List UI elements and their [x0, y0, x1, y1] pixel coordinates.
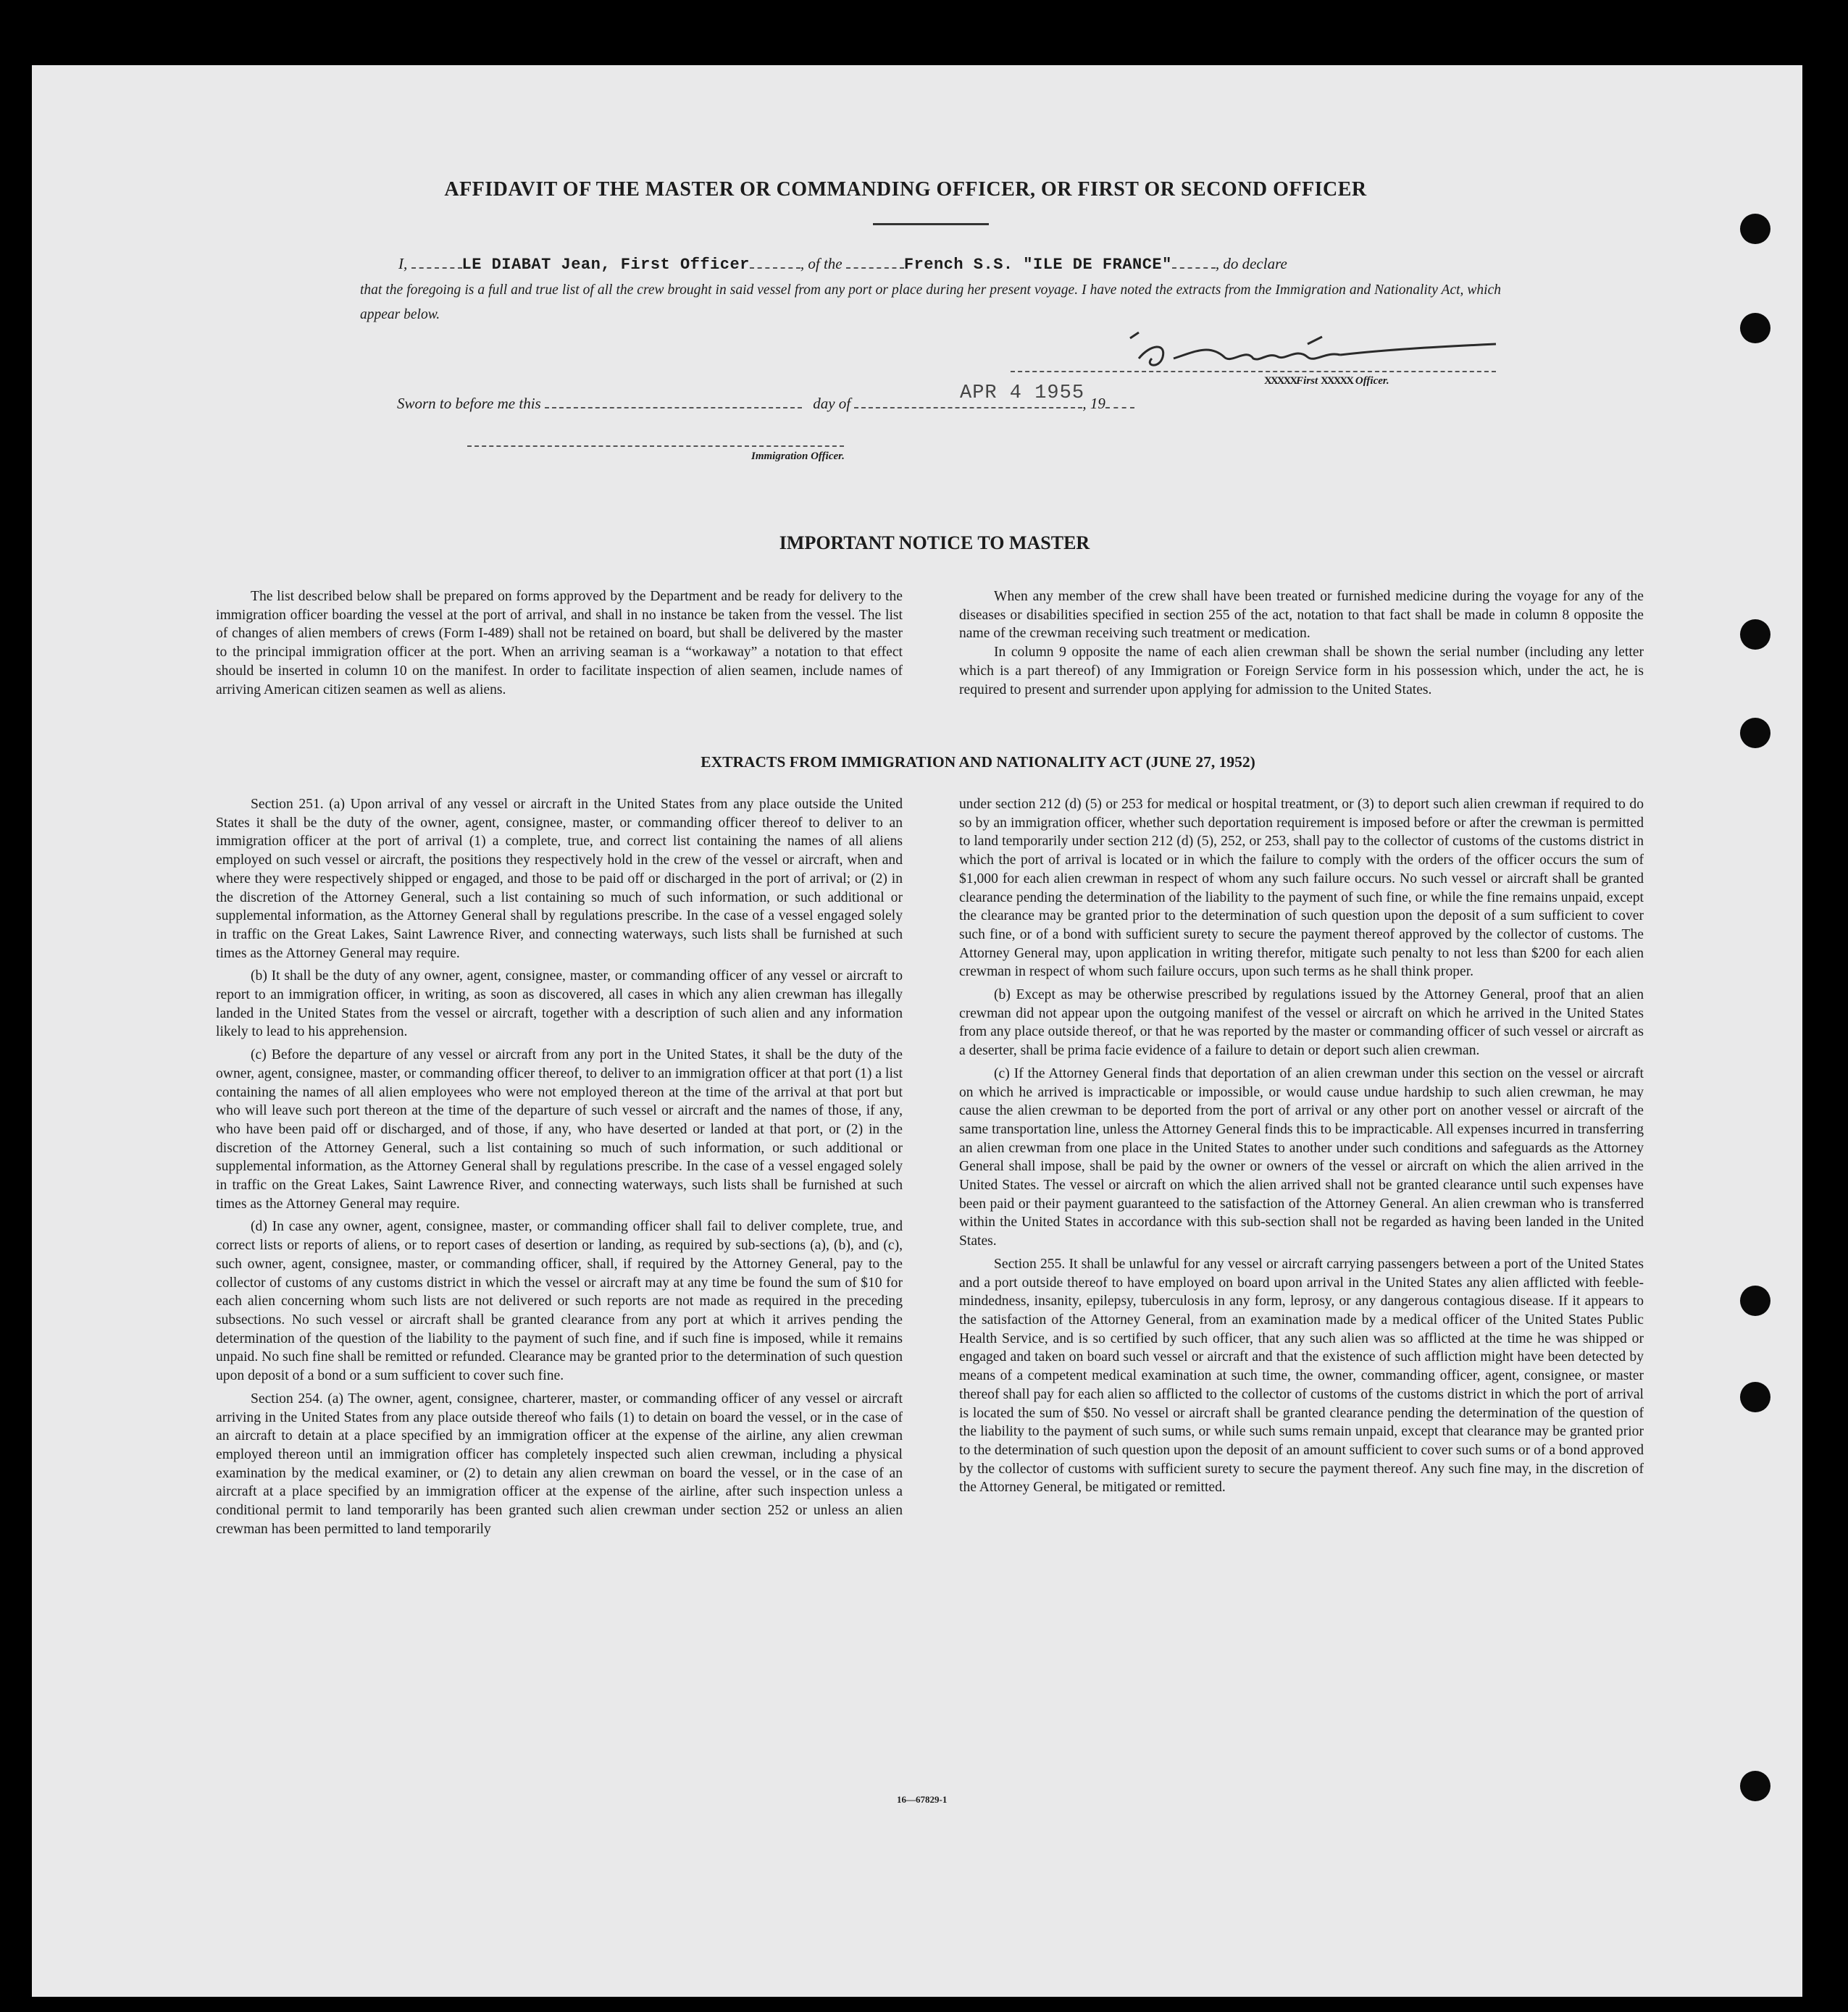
extract-paragraph: (d) In case any owner, agent, consignee, master, or commanding officer shall fail to deliver complete, true, and correct lists or reports of aliens, or to report cases of desertion or landing, as required by sub-sections (a), (b), and (c), such owner, agent, consignee, master, or commanding officer, shall, if required by the Attorney General, pay to the collector of customs of any customs district in which the vessel or aircraft may at any time be found the sum of $10 for each alien concerning whom such lists are not delivered or such reports are not made as required in the preceding subsections. No such vessel or aircraft shall be granted clearance from any port at which it arrives pending the determination of the question of the liability to the payment of such fine, and if such fine is imposed, while it remains unpaid. No such fine shall be remitted or refunded. Clearance may be granted prior to the determination of such question upon deposit of a bond or a sum sufficient to cover such fine. — [216, 1219, 903, 1384]
punch-hole — [1740, 214, 1770, 244]
punch-hole — [1740, 619, 1770, 650]
extracts-title: EXTRACTS FROM IMMIGRATION AND NATIONALITY ACT (JUNE 27, 1952) — [701, 753, 1255, 771]
of-the-label: , of the — [800, 255, 843, 272]
do-declare-label: , do declare — [1215, 255, 1287, 272]
extract-paragraph: Section 255. It shall be unlawful for any vessel or aircraft carrying passengers between a port of the United States and a port outside thereof to have employed on board upon arrival in the United States any alien afflicted with feeble-mindedness, insanity, epilepsy, tuberculosis in any form, leprosy, or any dangerous contagious disease. If it appears to the satisfaction of the Attorney General, from an examination made by a medical officer of the United States Public Health Service, and is so certified by such officer, that any such alien was so afflicted at the time he was shipped or engaged and taken on board such vessel or aircraft and that the existence of such affliction might have been detected by means of a competent medical examination at such time, the owner, commanding officer, agent, consignee, or master thereof shall pay for each alien so afflicted to the collector of customs of the customs district in which the port of arrival is located the sum of $50. No vessel or aircraft shall be granted clearance pending the determination of the question of the liability to the payment of such sums, or while such sums remain unpaid, except that clearance may be granted prior to the determination of such question upon the deposit of an amount sufficient to cover such sums or of a bond approved by the collector of customs with sufficient surety to secure the payment thereof. Any such fine may, in the discretion of the Attorney General, be mitigated or remitted. — [959, 1256, 1644, 1496]
notice-paragraph: When any member of the crew shall have been treated or furnished medicine during the voyage for any of the diseases or disabilities specified in section 255 of the act, notation to that fact shall be made in column 8 opposite the name of the crewman receiving such treatment or medication. — [959, 589, 1644, 642]
notice-right-column — [959, 587, 1644, 703]
redacted-mark: XXXXX — [1264, 375, 1297, 387]
extract-paragraph: under section 212 (d) (5) or 253 for medical or hospital treatment, or (3) to deport such alien crewman if required to do so by an immigration officer, whether such deportation requirement is imposed before or after the crewman is permitted to land temporarily under section 212 (d) (5), 252, or 253, shall pay to the collector of customs of the customs district in which the port of arrival is located or in which the failure to comply with the orders of the officer occurs the sum of $1,000 for each alien crewman in respect of whom any such failure occurs. No such vessel or aircraft shall be granted clearance pending the determination of the liability to the payment of such fine, or while the fine remains unpaid, except the clearance may be granted prior to the determination of such question upon the deposit of a sum sufficient to cover such fine, or of a bond with sufficient surety to secure the payment thereof approved by the collector of customs. The Attorney General may, upon application in writing therefor, mitigate such penalty to not less than $200 for each alien crewman in respect of whom such failure occurs, upon such terms as he shall think proper. — [959, 797, 1644, 980]
year-label: , 19 — [1082, 395, 1105, 412]
title-rule — [873, 223, 989, 225]
punch-hole — [1740, 313, 1770, 343]
punch-hole — [1740, 1771, 1770, 1801]
vessel-name: French S.S. "ILE DE FRANCE" — [903, 256, 1172, 274]
first-label: First — [1296, 375, 1318, 387]
signature — [1123, 330, 1500, 380]
extract-paragraph: (c) Before the departure of any vessel or aircraft from any port in the United States, it shall be the duty of the owner, agent, consignee, master, or commanding officer thereof, to deliver to an immigration officer at that port (1) a list containing the names of all alien employees who were not employed thereon at the time of the arrival at that port but who will leave such port thereon at the time of the departure of such vessel or aircraft and the names of those, if any, who have been paid off or discharged, and of those, if any, who have deserted or landed at that port, or (2) in the discretion of the Attorney General, such a list containing so much of such information, or such additional or supplemental information, as the Attorney General shall by regulations prescribe. In the case of a vessel engaged solely in traffic on the Great Lakes, Saint Lawrence River, and connecting waterways, such lists shall be furnished at such times as the Attorney General may require. — [216, 1047, 903, 1212]
officer-signature-line — [467, 445, 844, 447]
extract-paragraph: (b) Except as may be otherwise prescribed by regulations issued by the Attorney General, proof that an alien crewman did not appear upon the outgoing manifest of the vessel or aircraft on which he arrived in the United States from any place outside thereof, or that he was reported by the master or commanding officer of such vessel or aircraft as a deserter, shall be prima facie evidence of a failure to detain or deport such alien crewman. — [959, 987, 1644, 1059]
notice-paragraph: The list described below shall be prepared on forms approved by the Department and be ready for delivery to the immigration officer boarding the vessel at the port of arrival, and shall in no instance be taken from the vessel. The list of changes of alien members of crews (Form I-489) shall not be retained on board, but shall be delivered by the master to the principal immigration officer at the port. When an arriving seaman is a “workaway” a notation to that effect should be inserted in column 10 on the manifest. In order to facilitate inspection of alien seamen, include names of arriving American citizen seamen as well as aliens. — [216, 589, 903, 697]
i-label: I, — [398, 255, 408, 272]
declarant-line — [398, 255, 1287, 274]
declarant-name: LE DIABAT Jean, First Officer — [461, 256, 750, 274]
signature-line — [1011, 371, 1496, 372]
extract-paragraph: (b) It shall be the duty of any owner, agent, consignee, master, or commanding officer of any vessel or aircraft to report to an immigration officer, in writing, as soon as discovered, all cases in which any alien crewman has illegally landed in the United States from the vessel or aircraft, together with a description of such alien and any information likely to lead to his apprehension. — [216, 968, 903, 1040]
declaration-text: that the foregoing is a full and true list of all the crew brought in said vessel from any port or place during her present voyage. I have noted the extracts from the Immigration and Nationality Act, which appear below. — [360, 282, 1501, 322]
notice-paragraph: In column 9 opposite the name of each alien crewman shall be shown the serial number (including any letter which is a part thereof) of any Immigration or Foreign Service form in his possession which, under the act, he is required to present and surrender upon applying for admission to the United States. — [959, 645, 1644, 697]
punch-hole — [1740, 718, 1770, 748]
officer-label: Officer. — [1355, 375, 1389, 387]
notice-title: IMPORTANT NOTICE TO MASTER — [779, 532, 1090, 553]
extract-paragraph: (c) If the Attorney General finds that deportation of an alien crewman under this section on the vessel or aircraft on which he arrived is impracticable or impossible, or would cause undue hardship to such alien crewman, he may cause the alien crewman to be deported from the port of arrival or any other port on another vessel or aircraft of the same transportation line, unless the Attorney General finds this to be impracticable. All expenses incurred in transferring an alien crewman from one place in the United States to another under such conditions and safeguards as the Attorney General shall impose, shall be paid by the owner or owners of the vessel or aircraft on which the alien arrived in the United States. The vessel or aircraft on which the alien arrived shall not be granted clearance until such expenses have been paid or their payment guaranteed to the satisfaction of the Attorney General. An alien crewman who is transferred within the United States in accordance with this sub-section shall not be regarded as having been landed in the United States. — [959, 1065, 1644, 1249]
form-number: 16—67829-1 — [897, 1794, 948, 1805]
notice-left-column — [216, 587, 903, 703]
signature-caption — [1264, 375, 1389, 387]
extracts-right-column — [959, 795, 1644, 1501]
extract-paragraph: Section 251. (a) Upon arrival of any vessel or aircraft in the United States from any place outside the United States it shall be the duty of the owner, agent, consignee, master, or commanding officer thereof to deliver to an immigration officer at the port of arrival (1) a complete, true, and correct list containing the names of all aliens employed on such vessel or aircraft, the positions they respectively hold in the crew of the vessel or aircraft, when and where they were respectively shipped or engaged, and those to be paid off or discharged in the port of arrival; or (2) in the discretion of the Attorney General, such a list containing so much of such information, or such additional or supplemental information, as the Attorney General shall by regulations prescribe. In the case of a vessel engaged solely in traffic on the Great Lakes, Saint Lawrence River, and connecting waterways, such lists shall be furnished at such times as the Attorney General may require. — [216, 797, 903, 961]
immigration-officer-caption: Immigration Officer. — [751, 450, 845, 462]
date-stamp: APR 4 1955 — [960, 382, 1085, 404]
extracts-left-column — [216, 795, 903, 1543]
punch-hole — [1740, 1382, 1770, 1412]
affidavit-title: AFFIDAVIT OF THE MASTER OR COMMANDING OFFICER, OR FIRST OR SECOND OFFICER — [444, 178, 1367, 201]
day-of-label: day of — [813, 395, 851, 412]
extract-paragraph: Section 254. (a) The owner, agent, consignee, charterer, master, or commanding officer of any vessel or aircraft arriving in the United States from any place outside thereof who fails (1) to detain on board the vessel, or in the case of an aircraft to detain at a place specified by an immigration officer at the expense of the airline, any alien crewman employed thereon until an immigration officer has completely inspected such alien crewman, including a physical examination by the medical examiner, or (2) to detain any alien crewman on board the vessel, or in the case of an aircraft at a place specified by an immigration officer at the expense of the airline, after such inspection unless a conditional permit to land temporarily has been granted such alien crewman under section 252 or unless an alien crewman has been permitted to land temporarily — [216, 1391, 903, 1537]
punch-hole — [1740, 1286, 1770, 1316]
redacted-mark: XXXXX — [1320, 375, 1353, 387]
sworn-label: Sworn to before me this — [397, 395, 541, 412]
